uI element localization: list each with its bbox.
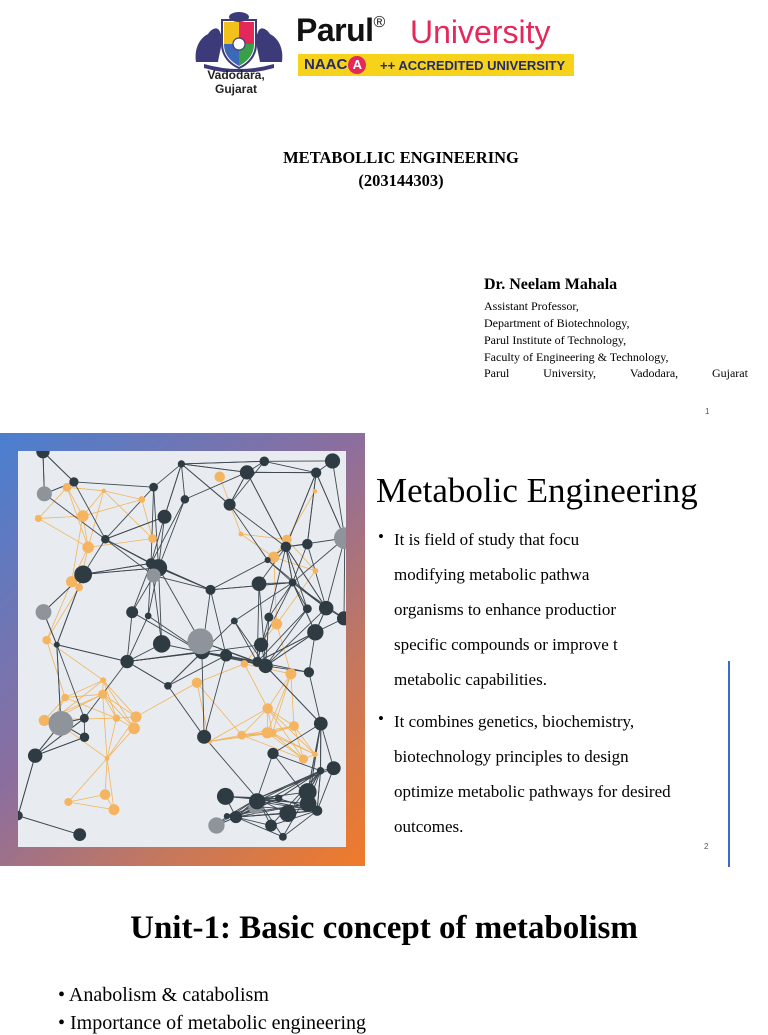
slide-2 [0,433,768,867]
network-link-line [105,487,153,539]
network-node [42,636,50,644]
image-frame [0,433,365,866]
network-node [267,748,278,759]
network-node [304,667,314,677]
network-node [178,460,185,467]
network-node [69,477,78,486]
network-node [77,510,89,522]
network-node [28,748,42,762]
network-link-line [309,672,321,723]
network-link-line [294,726,304,759]
network-node [252,576,267,591]
network-link-line [83,563,151,574]
network-node [303,604,312,613]
affiliation-location [484,366,748,381]
network-link-line [264,461,316,472]
network-link-line [257,754,273,799]
network-node [187,628,213,654]
bullet-marker: • [378,527,384,547]
network-link-line [105,758,107,794]
network-node [131,711,142,722]
network-node [148,534,157,543]
network-node [259,659,273,673]
location-word: Parul [484,366,509,381]
network-node [138,496,145,503]
network-link-line [104,491,142,500]
network-link-line [181,464,184,499]
affiliation-line: Parul Institute of Technology, [484,332,626,349]
network-node [265,557,271,563]
network-node [75,583,83,591]
network-link-line [142,500,153,539]
network-link-line [269,583,293,618]
network-node [220,649,232,661]
network-node [217,788,234,805]
network-node [153,635,170,652]
network-node [289,579,297,587]
network-node [35,515,42,522]
network-link-line [127,616,148,662]
bullet-marker: • [378,709,384,729]
affiliation-line: Assistant Professor, [484,298,579,315]
network-node [54,642,60,648]
network-node [325,453,340,468]
location-word: Vadodara, [630,366,678,381]
slide-title: Unit-1: Basic concept of metabolism [0,910,768,947]
network-node [208,817,224,833]
network-link-line [74,482,154,487]
affiliation-line: Faculty of Engineering & Technology, [484,349,668,366]
network-link-line [204,737,257,799]
slide-3 [0,868,768,1024]
network-node [231,617,238,624]
network-node [285,668,296,679]
network-link-line [67,487,104,490]
network-node [120,655,133,668]
network-node [241,660,249,668]
network-node [100,677,106,683]
page-number: 1 [705,407,709,416]
network-node [268,729,276,737]
network-link-line [107,728,134,758]
network-node [105,756,110,761]
university-crest-icon [190,10,288,72]
network-link-line [151,487,154,563]
network-link-line [88,539,152,548]
network-link-line [103,680,136,717]
network-node [82,542,94,554]
network-node [281,542,291,552]
naac-grade-badge: A [348,56,366,74]
network-link-line [18,756,35,816]
network-link-line [107,758,114,809]
network-node [259,457,269,467]
network-node [146,558,156,568]
network-link-line [344,538,345,618]
network-node [164,682,172,690]
network-node [319,601,333,615]
network-node [327,761,341,775]
bullet-line: biotechnology principles to design [394,739,682,774]
network-link-line [266,632,316,666]
network-node [299,755,308,764]
network-node [49,711,74,736]
network-link-line [127,612,132,661]
network-node [102,489,106,493]
network-link-line [18,816,80,835]
registered-mark: ® [374,14,385,31]
network-graph-image [18,451,346,847]
network-node [307,624,323,640]
location-word: University, [543,366,596,381]
network-link-line [168,686,204,737]
network-link-line [326,538,345,608]
network-node [337,611,346,625]
network-node [317,767,324,774]
network-node [101,535,110,544]
network-node [240,465,254,479]
network-link-line [103,694,134,728]
network-node [73,828,86,841]
network-node [158,510,172,524]
network-link-line [230,505,268,560]
slide-title: Metabolic Engineering [376,471,698,511]
network-link-line [204,655,226,736]
network-link-line [307,544,326,608]
network-node [61,694,69,702]
university-logo [186,8,578,86]
network-link-line [127,662,168,686]
network-node [238,532,243,537]
network-node [113,714,120,721]
bullet-line: It is field of study that focu [394,522,652,557]
network-node [224,499,236,511]
list-item: • Importance of metabolic engineering [58,1012,366,1035]
network-link-line [181,464,247,472]
brand-name: Parul® [296,12,385,49]
network-node [128,723,140,735]
network-node [36,451,49,458]
network-node [264,613,273,622]
network-link-line [68,802,114,810]
course-title: METABOLLIC ENGINEERING [0,148,768,168]
course-code: (203144303) [0,171,768,191]
network-node [302,539,312,549]
network-node [145,613,152,620]
naac-label: NAAC A [304,56,367,74]
network-node [230,811,242,823]
network-node [80,714,89,723]
network-node [312,751,318,757]
slide-1 [0,0,768,432]
network-node [206,585,216,595]
network-node [265,820,277,832]
network-link-line [47,640,65,697]
network-link-line [107,718,116,758]
network-node [39,715,50,726]
bullet-line: modifying metabolic pathwa [394,557,652,592]
network-node [214,471,224,481]
page-number: 2 [704,842,708,851]
network-node [313,489,318,494]
network-link-line [202,652,204,736]
network-node [36,604,52,620]
network-node [98,690,107,699]
network-node [224,813,230,819]
network-node [275,795,282,802]
network-node [197,730,211,744]
network-link-line [105,539,151,563]
network-node [37,486,52,501]
network-node [237,731,246,740]
network-link-line [38,518,88,547]
network-node [299,783,317,801]
bullet-line: organisms to enhance productior [394,592,672,627]
network-node [181,495,190,504]
bullet-line: specific compounds or improve t [394,627,678,662]
network-node [254,638,268,652]
network-node [100,789,111,800]
network-node [249,793,265,809]
author-name: Dr. Neelam Mahala [484,276,617,294]
network-node [18,811,23,820]
network-link-line [127,652,202,662]
naac-banner [298,54,574,76]
network-link-line [333,461,345,538]
bullet-line: optimize metabolic pathways for desired [394,774,710,809]
network-node [271,619,282,630]
network-node [126,606,138,618]
network-node [313,568,319,574]
affiliation-line: Department of Biotechnology, [484,315,630,332]
network-node [74,566,92,584]
network-link-line [291,674,294,726]
network-link-line [181,461,264,464]
network-node [147,568,161,582]
network-link-line [165,464,182,517]
network-node [64,798,72,806]
list-item: • Anabolism & catabolism [58,984,269,1007]
bullet-line: metabolic capabilities. [394,662,694,697]
network-link-line [57,645,85,719]
brand-university: University [410,14,550,51]
location-word: Gujarat [712,366,748,381]
bullet-line: outcomes. [394,809,694,844]
network-node [314,717,328,731]
network-node [192,678,202,688]
crest-caption: Vadodara, Gujarat [188,68,284,96]
network-link-line [57,645,127,662]
naac-accreditation-text: ++ ACCREDITED UNIVERSITY [380,58,565,73]
accent-divider [728,661,730,867]
network-node [80,733,89,742]
network-node [108,804,119,815]
network-node [149,483,158,492]
network-link-line [103,694,107,758]
bullet-line: It combines genetics, biochemistry, [394,704,686,739]
network-node [262,703,272,713]
network-link-line [259,584,266,666]
network-node [311,468,321,478]
network-link-line [154,487,159,568]
network-link-line [132,563,151,612]
network-node [279,833,287,841]
network-node [289,721,299,731]
network-node [279,805,296,822]
